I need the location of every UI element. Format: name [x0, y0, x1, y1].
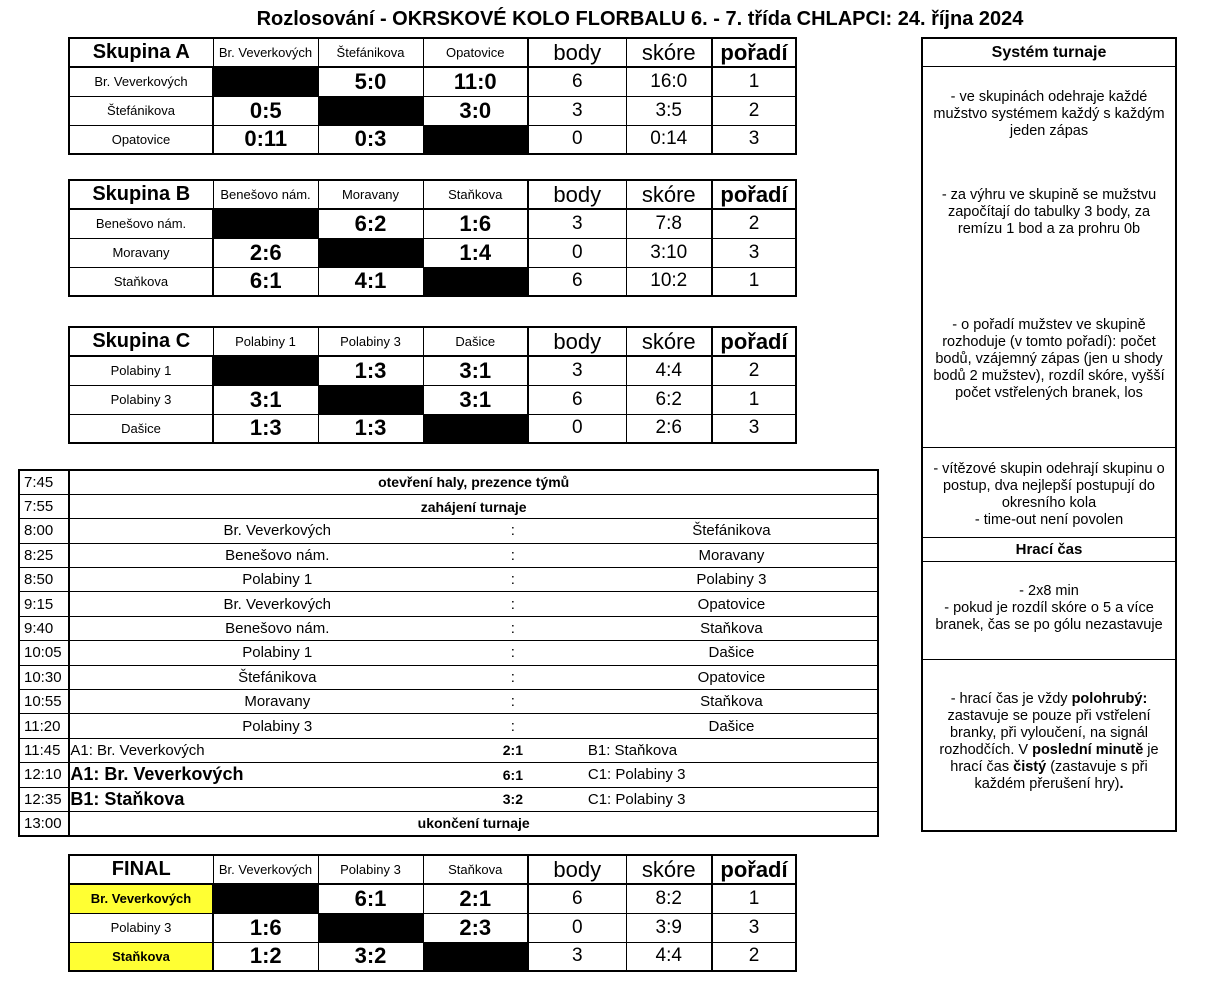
time-cell: 11:45 [19, 738, 69, 762]
page-title: Rozlosování - OKRSKOVÉ KOLO FLORBALU 6. - 7. třída CHLAPCI: 24. října 2024 [256, 8, 1024, 30]
match-row [19, 690, 878, 714]
table-row [69, 67, 796, 96]
table-row [69, 942, 796, 971]
match-score: 2:1 [423, 884, 528, 913]
rank-value: 2 [712, 942, 796, 971]
table-row [69, 356, 796, 385]
row-team-name: Br. Veverkových [69, 67, 213, 96]
away-team: Dašice [708, 644, 755, 662]
event-text: ukončení turnaje [69, 811, 878, 835]
rules-points-text: - za výhru ve skupině se mužstvu započítají do tabulky 3 body, za remízu 1 bod a za prohru 0b [941, 186, 1157, 237]
match-row [19, 592, 878, 616]
poradi-header: pořadí [712, 327, 796, 356]
rank-value: 1 [712, 67, 796, 96]
playtime-heading: Hrací čas [1015, 541, 1083, 558]
final-score: 2:1 [502, 742, 523, 759]
column-team-header: Br. Veverkových [213, 855, 318, 884]
rules-advance-text [923, 453, 1175, 537]
table-row [69, 238, 796, 267]
away-team: C1: Polabiny 3 [587, 766, 686, 784]
home-team: Benešovo nám. [225, 620, 330, 638]
group-name: Skupina A [69, 38, 213, 67]
row-team-name: Br. Veverkových [69, 884, 213, 913]
points-value: 6 [528, 267, 626, 296]
match-score: 3:1 [213, 385, 318, 414]
rank-value: 3 [712, 913, 796, 942]
time-cell: 8:00 [19, 519, 69, 543]
away-team: Opatovice [697, 668, 766, 686]
score-value: 0:14 [626, 125, 712, 154]
schedule-table [18, 469, 879, 837]
column-team-header: Polabiny 1 [213, 327, 318, 356]
group-name: Skupina C [69, 327, 213, 356]
match-row [19, 568, 878, 592]
match-score: 3:0 [423, 96, 528, 125]
match-score: 2:6 [213, 238, 318, 267]
column-team-header: Br. Veverkových [213, 38, 318, 67]
time-cell: 8:50 [19, 568, 69, 592]
self-match-cell [423, 942, 528, 971]
separator: : [510, 693, 515, 711]
home-team: Br. Veverkových [223, 522, 332, 540]
body-header: body [528, 38, 626, 67]
rank-value: 3 [712, 414, 796, 443]
match-score: 0:3 [318, 125, 423, 154]
playtime-stoppage-text: - hrací čas je vždy polohrubý: zastavuje se pouze při vstřelení branky, při vyloučení, na signál rozhodčích. V poslední minutě je hrací čas čistý (zastavuje s při každém přerušení hry). [939, 691, 1159, 792]
time-cell: 11:20 [19, 714, 69, 738]
row-team-name: Polabiny 1 [69, 356, 213, 385]
rules-advance-line: - vítězové skupin odehrají skupinu o postup, dva nejlepší postupují do okresního kola [933, 461, 1165, 511]
table-row [69, 913, 796, 942]
points-value: 3 [528, 96, 626, 125]
separator: : [510, 668, 515, 686]
row-team-name: Štefánikova [69, 96, 213, 125]
time-cell: 12:35 [19, 787, 69, 811]
away-team: Staňkova [700, 693, 763, 711]
points-value: 6 [528, 884, 626, 913]
rank-value: 1 [712, 385, 796, 414]
row-team-name: Staňkova [69, 267, 213, 296]
home-team: A1: Br. Veverkových [70, 741, 205, 759]
score-value: 4:4 [626, 356, 712, 385]
time-cell: 9:15 [19, 592, 69, 616]
poradi-header: pořadí [712, 855, 796, 884]
score-value: 3:9 [626, 913, 712, 942]
home-team: Br. Veverkových [223, 595, 332, 613]
row-team-name: Polabiny 3 [69, 913, 213, 942]
final-score: 6:1 [502, 766, 523, 783]
body-header: body [528, 327, 626, 356]
group-table [68, 179, 797, 297]
self-match-cell [213, 356, 318, 385]
away-team: C1: Polabiny 3 [587, 790, 686, 808]
self-match-cell [318, 96, 423, 125]
rank-value: 3 [712, 238, 796, 267]
separator: : [510, 571, 515, 589]
self-match-cell [318, 238, 423, 267]
points-value: 0 [528, 414, 626, 443]
match-score: 1:4 [423, 238, 528, 267]
final-match-row [19, 763, 878, 787]
schedule-end-row [19, 811, 878, 835]
table-row [69, 267, 796, 296]
separator: : [510, 620, 515, 638]
match-score: 3:1 [423, 356, 528, 385]
separator: : [510, 546, 515, 564]
time-cell: 7:45 [19, 470, 69, 494]
rules-heading: Systém turnaje [991, 44, 1107, 61]
skore-header: skóre [626, 327, 712, 356]
home-team: Štefánikova [238, 668, 317, 686]
time-cell: 10:30 [19, 665, 69, 689]
match-score: 2:3 [423, 913, 528, 942]
home-team: Moravany [244, 693, 311, 711]
away-team: Moravany [698, 546, 765, 564]
self-match-cell [213, 209, 318, 238]
skore-header: skóre [626, 855, 712, 884]
home-team: Polabiny 1 [242, 644, 313, 662]
skore-header: skóre [626, 180, 712, 209]
row-team-name: Moravany [69, 238, 213, 267]
rank-value: 1 [712, 267, 796, 296]
event-text: zahájení turnaje [69, 494, 878, 518]
match-score: 3:2 [318, 942, 423, 971]
match-score: 0:11 [213, 125, 318, 154]
match-score: 6:1 [213, 267, 318, 296]
table-row [69, 414, 796, 443]
rank-value: 2 [712, 209, 796, 238]
match-row [19, 641, 878, 665]
group-table [68, 326, 797, 444]
time-cell: 8:25 [19, 543, 69, 567]
column-team-header: Staňkova [423, 855, 528, 884]
playtime-mercy-rule: - pokud je rozdíl skóre o 5 a více branek, čas se po gólu nezastavuje [935, 599, 1163, 633]
match-score: 6:2 [318, 209, 423, 238]
separator: : [510, 595, 515, 613]
rules-groups-text: - ve skupinách odehraje každé mužstvo systémem každý s každým jeden zápas [933, 88, 1165, 139]
schedule-start-row [19, 494, 878, 518]
points-value: 3 [528, 942, 626, 971]
home-team: Polabiny 3 [242, 717, 313, 735]
score-value: 3:5 [626, 96, 712, 125]
body-header: body [528, 180, 626, 209]
final-table [68, 854, 797, 972]
match-score: 3:1 [423, 385, 528, 414]
final-match-row [19, 787, 878, 811]
score-value: 4:4 [626, 942, 712, 971]
poradi-header: pořadí [712, 38, 796, 67]
schedule-open-row [19, 470, 878, 494]
time-cell: 10:05 [19, 641, 69, 665]
away-team: Staňkova [700, 620, 763, 638]
column-team-header: Benešovo nám. [213, 180, 318, 209]
away-team: B1: Staňkova [587, 741, 678, 759]
points-value: 0 [528, 238, 626, 267]
final-score: 3:2 [502, 791, 523, 808]
home-team: Benešovo nám. [225, 546, 330, 564]
score-value: 7:8 [626, 209, 712, 238]
skore-header: skóre [626, 38, 712, 67]
home-team: B1: Staňkova [70, 788, 185, 809]
match-row [19, 714, 878, 738]
home-team: Polabiny 1 [242, 571, 313, 589]
rules-order-text: - o pořadí mužstev ve skupině rozhoduje (v tomto pořadí): počet bodů, vzájemný zápas (jen u shody bodů 2 mužstev), rozdíl skóre, vyšší počet vstřelených branek, los [933, 316, 1165, 401]
column-team-header: Polabiny 3 [318, 855, 423, 884]
column-team-header: Štefánikova [318, 38, 423, 67]
rank-value: 1 [712, 884, 796, 913]
score-value: 2:6 [626, 414, 712, 443]
self-match-cell [213, 67, 318, 96]
body-header: body [528, 855, 626, 884]
event-text: otevření haly, prezence týmů [69, 470, 878, 494]
points-value: 3 [528, 356, 626, 385]
poradi-header: pořadí [712, 180, 796, 209]
table-row [69, 96, 796, 125]
away-team: Dašice [708, 717, 755, 735]
match-score: 6:1 [318, 884, 423, 913]
row-team-name: Polabiny 3 [69, 385, 213, 414]
match-row [19, 543, 878, 567]
time-cell: 9:40 [19, 616, 69, 640]
rank-value: 2 [712, 96, 796, 125]
self-match-cell [423, 414, 528, 443]
table-row [69, 385, 796, 414]
time-cell: 12:10 [19, 763, 69, 787]
group-table [68, 37, 797, 155]
table-row [69, 884, 796, 913]
match-score: 1:3 [318, 414, 423, 443]
match-score: 1:6 [423, 209, 528, 238]
away-team: Opatovice [697, 595, 766, 613]
time-cell: 10:55 [19, 690, 69, 714]
separator: : [510, 522, 515, 540]
match-score: 5:0 [318, 67, 423, 96]
column-team-header: Polabiny 3 [318, 327, 423, 356]
final-match-row [19, 738, 878, 762]
away-team: Polabiny 3 [696, 571, 767, 589]
playtime-duration: - 2x8 min [1019, 582, 1079, 599]
column-team-header: Opatovice [423, 38, 528, 67]
self-match-cell [318, 385, 423, 414]
self-match-cell [423, 125, 528, 154]
points-value: 0 [528, 125, 626, 154]
group-name: Skupina B [69, 180, 213, 209]
rules-timeout-line: - time-out není povolen [974, 512, 1124, 528]
row-team-name: Benešovo nám. [69, 209, 213, 238]
match-score: 0:5 [213, 96, 318, 125]
table-row [69, 125, 796, 154]
time-cell: 7:55 [19, 494, 69, 518]
points-value: 6 [528, 67, 626, 96]
row-team-name: Dašice [69, 414, 213, 443]
home-team: A1: Br. Veverkových [70, 764, 244, 785]
group-name: FINAL [69, 855, 213, 884]
away-team: Štefánikova [692, 522, 771, 540]
match-row [19, 665, 878, 689]
rank-value: 2 [712, 356, 796, 385]
rules-panel [921, 37, 1177, 832]
time-cell: 13:00 [19, 811, 69, 835]
self-match-cell [318, 913, 423, 942]
score-value: 8:2 [626, 884, 712, 913]
score-value: 16:0 [626, 67, 712, 96]
table-row [69, 209, 796, 238]
column-team-header: Staňkova [423, 180, 528, 209]
match-score: 1:3 [318, 356, 423, 385]
score-value: 10:2 [626, 267, 712, 296]
row-team-name: Staňkova [69, 942, 213, 971]
match-score: 11:0 [423, 67, 528, 96]
self-match-cell [213, 884, 318, 913]
match-row [19, 519, 878, 543]
column-team-header: Moravany [318, 180, 423, 209]
match-row [19, 616, 878, 640]
row-team-name: Opatovice [69, 125, 213, 154]
score-value: 6:2 [626, 385, 712, 414]
match-score: 1:3 [213, 414, 318, 443]
points-value: 6 [528, 385, 626, 414]
match-score: 1:6 [213, 913, 318, 942]
separator: : [510, 717, 515, 735]
points-value: 0 [528, 913, 626, 942]
rank-value: 3 [712, 125, 796, 154]
column-team-header: Dašice [423, 327, 528, 356]
match-score: 1:2 [213, 942, 318, 971]
separator: : [510, 644, 515, 662]
self-match-cell [423, 267, 528, 296]
playtime-text [923, 579, 1175, 637]
match-score: 4:1 [318, 267, 423, 296]
score-value: 3:10 [626, 238, 712, 267]
points-value: 3 [528, 209, 626, 238]
